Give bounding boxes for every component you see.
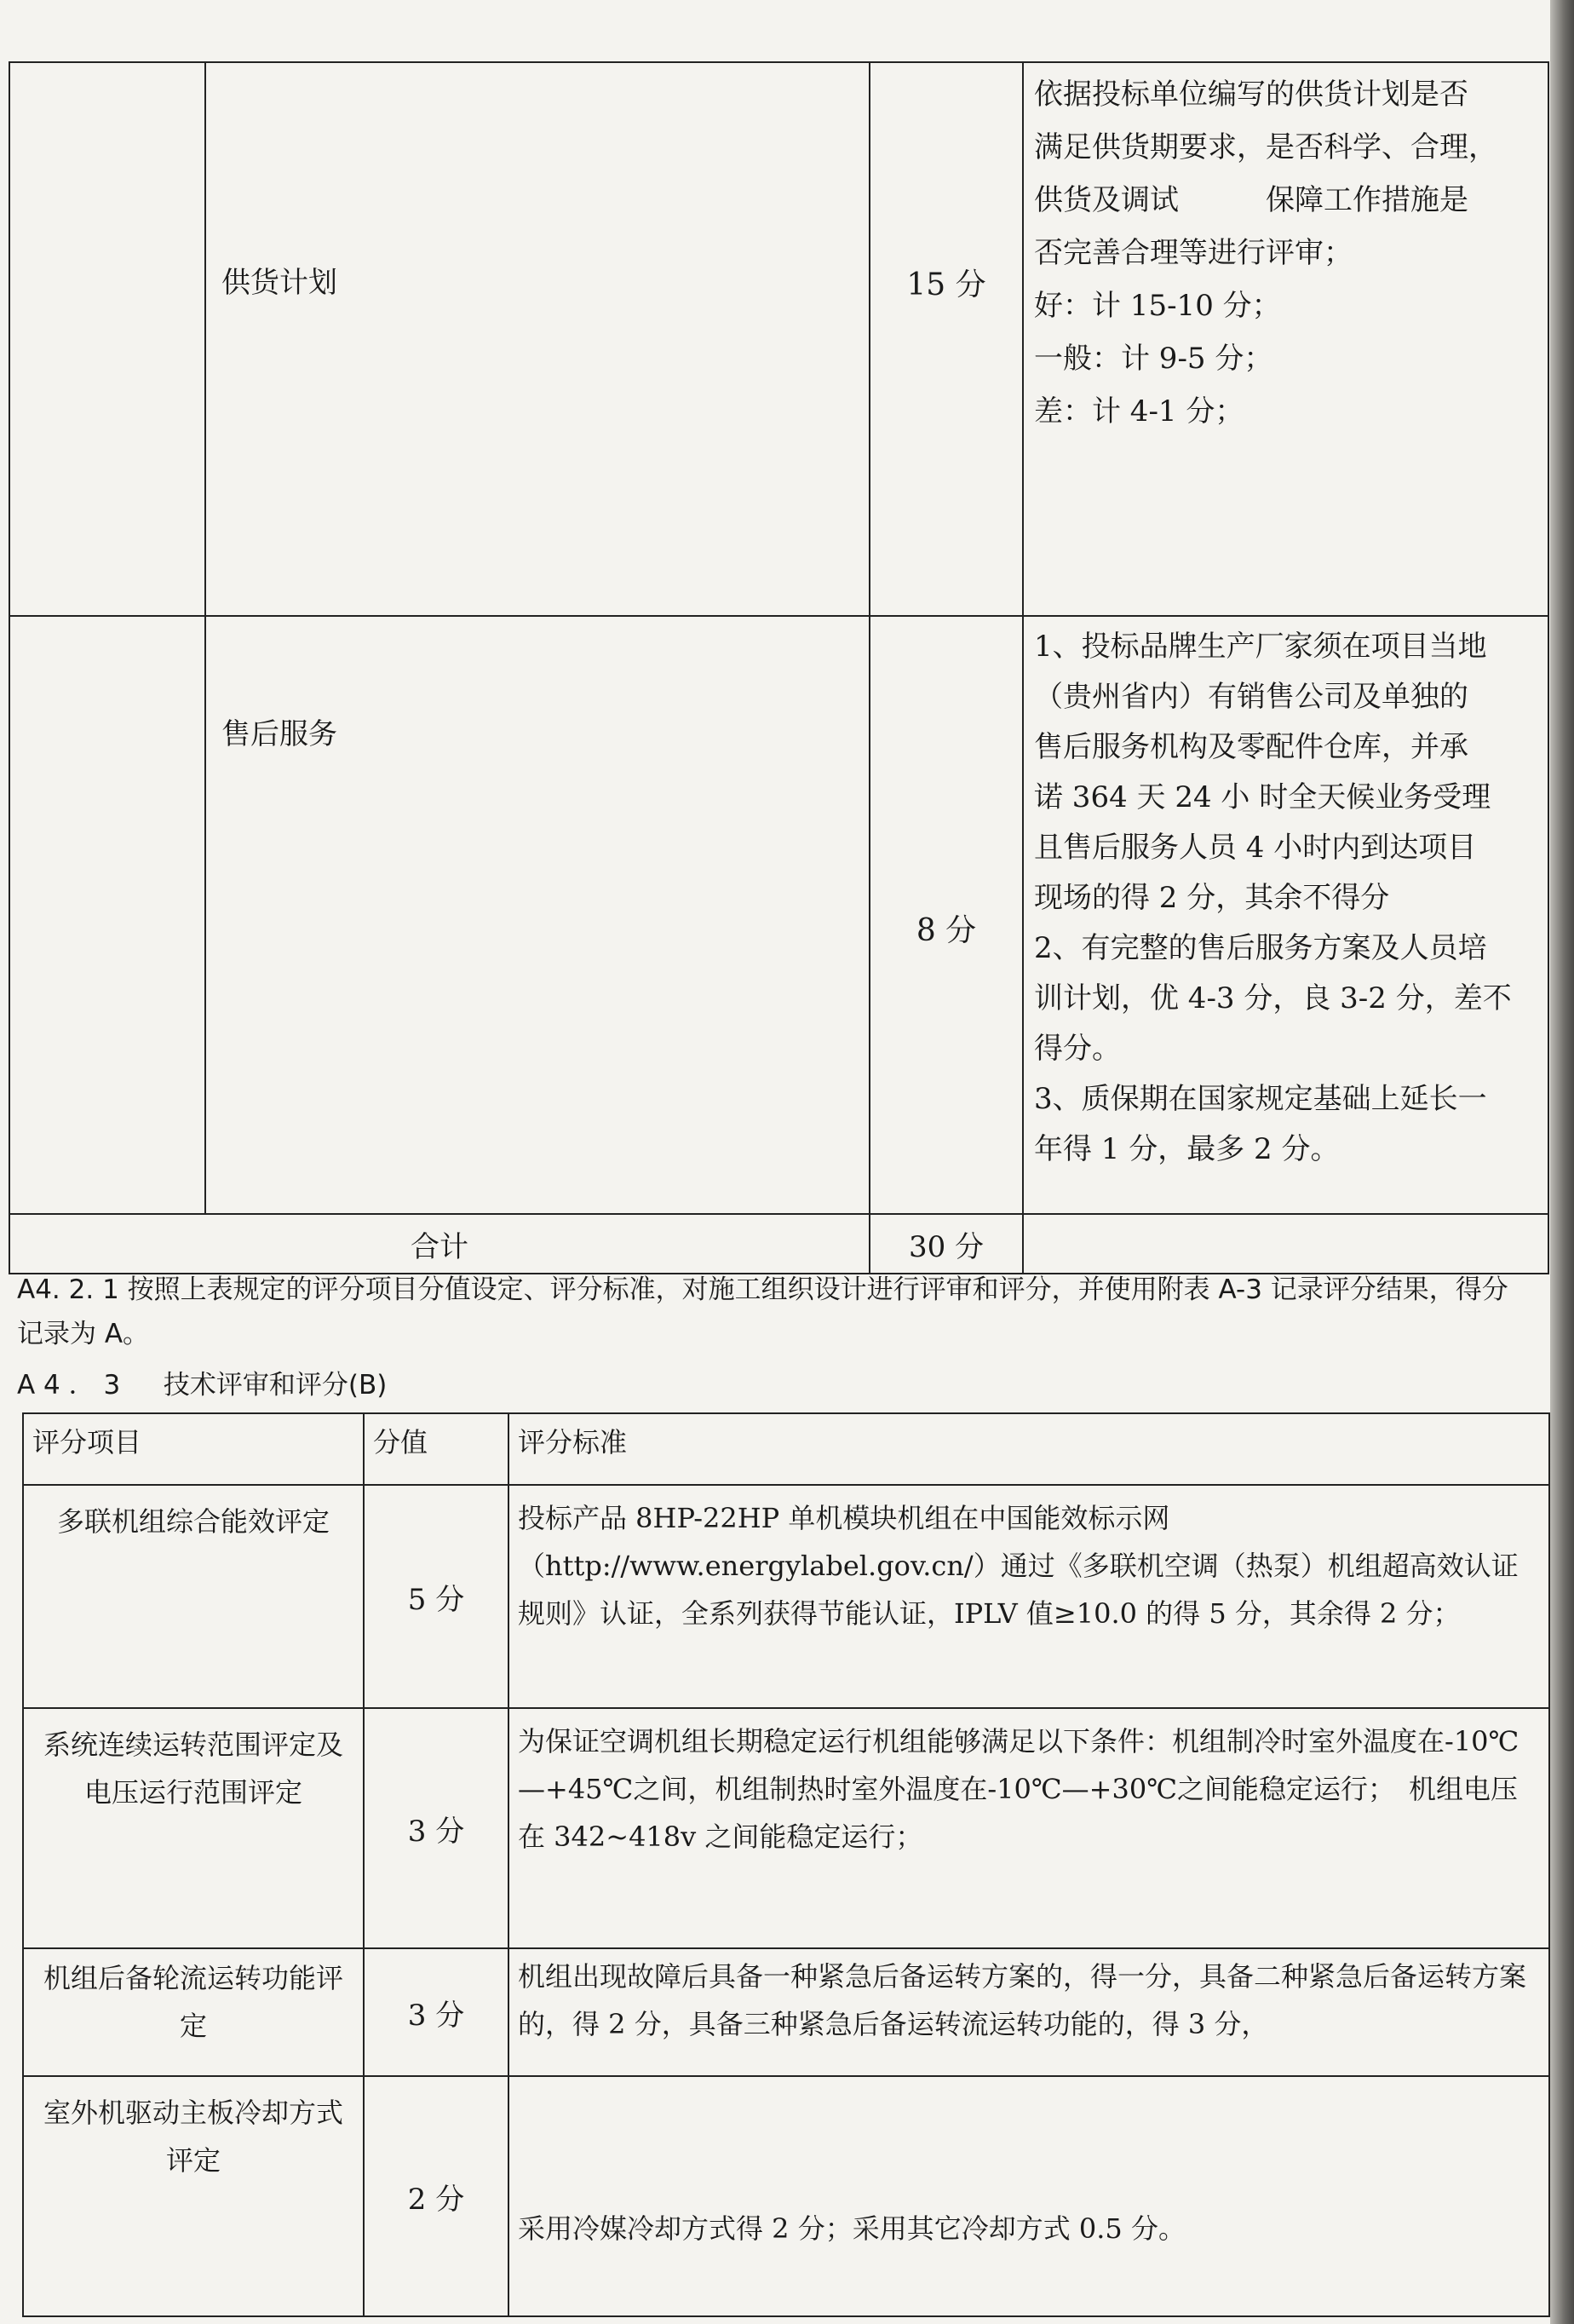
table-header-row [24,1414,1548,1484]
criteria-line: 售后服务机构及零配件仓库，并承 [1034,730,1468,764]
scoring-table-1 [9,61,1549,1274]
criteria-cell: 机组出现故障后具备一种紧急后备运转方案的，得一分，具备二种紧急后备运转方案的，得 2 分，具备三种紧急后备运转流运转功能的，得 3 分， [518,1960,1527,2040]
criteria-cell: 投标产品 8HP-22HP 单机模块机组在中国能效标示网（http://www.energylabel.gov.cn/）通过《多联机空调（热泵）机组超高效认证规则》认证，全系列获得节能认证，IPLV 值≥10.0 的得 5 分，其余得 2 分； [518,1502,1519,1630]
item-score: 2 分 [365,2077,509,2315]
criteria-line: 现场的得 2 分，其余不得分 [1034,881,1390,915]
column-header: 评分标准 [518,1426,628,1458]
total-label: 合计 [10,1215,870,1273]
criteria-line: 一般：计 9-5 分； [1034,342,1273,376]
item-score: 8 分 [870,617,1024,1213]
criteria-line: 得分。 [1034,1032,1121,1066]
criteria-line: 满足供货期要求，是否科学、合理， [1034,130,1497,164]
criteria-cell: 采用冷媒冷却方式得 2 分；采用其它冷却方式 0.5 分。 [518,2212,1186,2245]
criteria-line: 否完善合理等进行评审； [1034,236,1353,270]
criteria-cell [1024,63,1548,615]
total-row [10,1213,1548,1273]
criteria-line: 年得 1 分，最多 2 分。 [1034,1132,1340,1166]
item-score: 5 分 [365,1486,509,1707]
technical-scoring-table [22,1412,1550,2317]
table-row [24,1947,1548,2075]
criteria-cell [1024,617,1548,1213]
book-page-edge [1550,0,1574,2324]
criteria-line: 好：计 15-10 分； [1034,289,1281,323]
blank-category-cell [10,617,206,1213]
paragraph-a421: A4. 2. 1 按照上表规定的评分项目分值设定、评分标准，对施工组织设计进行评审和评分，并使用附表 A-3 记录评分结果，得分记录为 A。 [17,1274,1508,1349]
table-row [10,615,1548,1213]
column-header: 分值 [365,1414,509,1484]
section-heading: A 4 ． 3 技术评审和评分(B) [17,1370,388,1401]
criteria-line: （贵州省内）有销售公司及单独的 [1034,680,1468,714]
item-score: 3 分 [365,1709,509,1947]
item-name: 多联机组综合能效评定 [24,1486,365,1707]
criteria-line: 依据投标单位编写的供货计划是否 [1034,78,1468,112]
criteria-line: 诺 364 天 24 小 时全天候业务受理 [1034,780,1491,814]
item-name: 室外机驱动主板冷却方式评定 [24,2077,365,2315]
table-row [24,2075,1548,2315]
criteria-line: 1、投标品牌生产厂家须在项目当地 [1034,630,1487,664]
column-header: 评分项目 [24,1414,365,1484]
criteria-cell: 为保证空调机组长期稳定运行机组能够满足以下条件：机组制冷时室外温度在-10℃—+45℃之间，机组制热时室外温度在-10℃—+30℃之间能稳定运行； 机组电压在 342~418v 之间能稳定运行； [518,1725,1519,1853]
item-score: 15 分 [870,63,1024,615]
item-name: 售后服务 [206,617,870,1213]
table-row [10,61,1548,615]
table-row [24,1707,1548,1947]
criteria-line: 且售后服务人员 4 小时内到达项目 [1034,831,1477,865]
item-score: 3 分 [365,1949,509,2075]
criteria-line: 训计划，优 4-3 分，良 3-2 分，差不 [1034,981,1512,1015]
criteria-line: 供货及调试 保障工作措施是 [1034,183,1468,217]
table-row [24,1484,1548,1707]
blank-cell [1024,1215,1548,1273]
blank-category-cell [10,63,206,615]
item-name: 机组后备轮流运转功能评定 [24,1949,365,2075]
item-name: 系统连续运转范围评定及电压运行范围评定 [24,1709,365,1947]
criteria-line: 3、质保期在国家规定基础上延长一 [1034,1082,1487,1116]
total-score: 30 分 [870,1215,1024,1273]
item-name: 供货计划 [206,63,870,615]
criteria-line: 2、有完整的售后服务方案及人员培 [1034,931,1487,965]
criteria-line: 差：计 4-1 分； [1034,394,1244,429]
